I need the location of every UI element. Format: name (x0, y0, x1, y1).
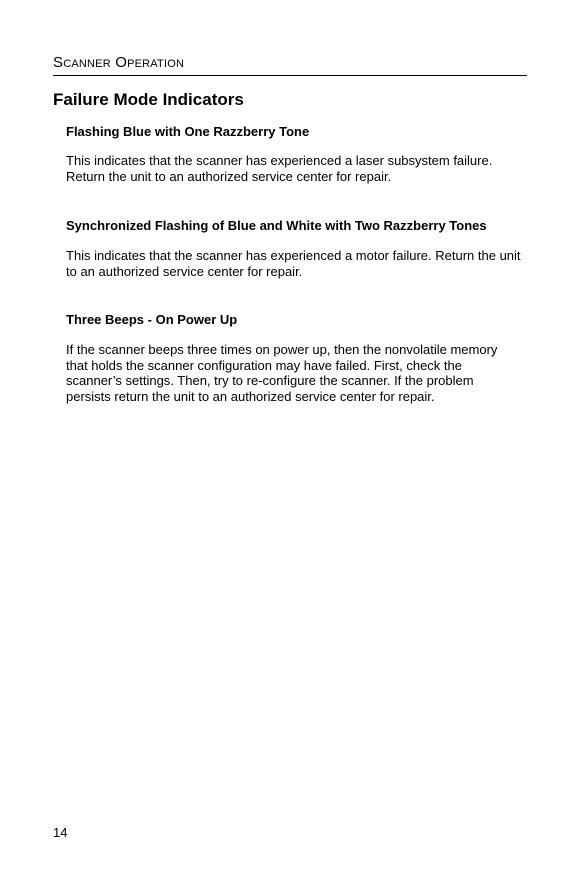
running-header (53, 54, 527, 76)
item-body-motor-failure: This indicates that the scanner has experienced a motor failure. Return the unit to an authorized service center for repair. (66, 248, 521, 279)
running-header-title: Scanner Operation (53, 54, 185, 71)
section-title: Failure Mode Indicators (53, 90, 244, 109)
item-heading-three-beeps: Three Beeps - On Power Up (66, 312, 238, 327)
item-body-laser-failure: This indicates that the scanner has experienced a laser subsystem failure. Return the unit to an authorized service center for repair. (66, 153, 493, 184)
item-body-three-beeps: If the scanner beeps three times on power up, then the nonvolatile memory that holds the scanner configuration may have failed. First, check the scanner’s settings. Then, try to re-configure the scanner. If the problem persists return the unit to an authorized service center for repair. (66, 342, 498, 404)
page-number: 14 (53, 825, 68, 840)
item-heading-motor-failure: Synchronized Flashing of Blue and White with Two Razzberry Tones (66, 218, 487, 233)
item-heading-laser-failure: Flashing Blue with One Razzberry Tone (66, 124, 310, 139)
